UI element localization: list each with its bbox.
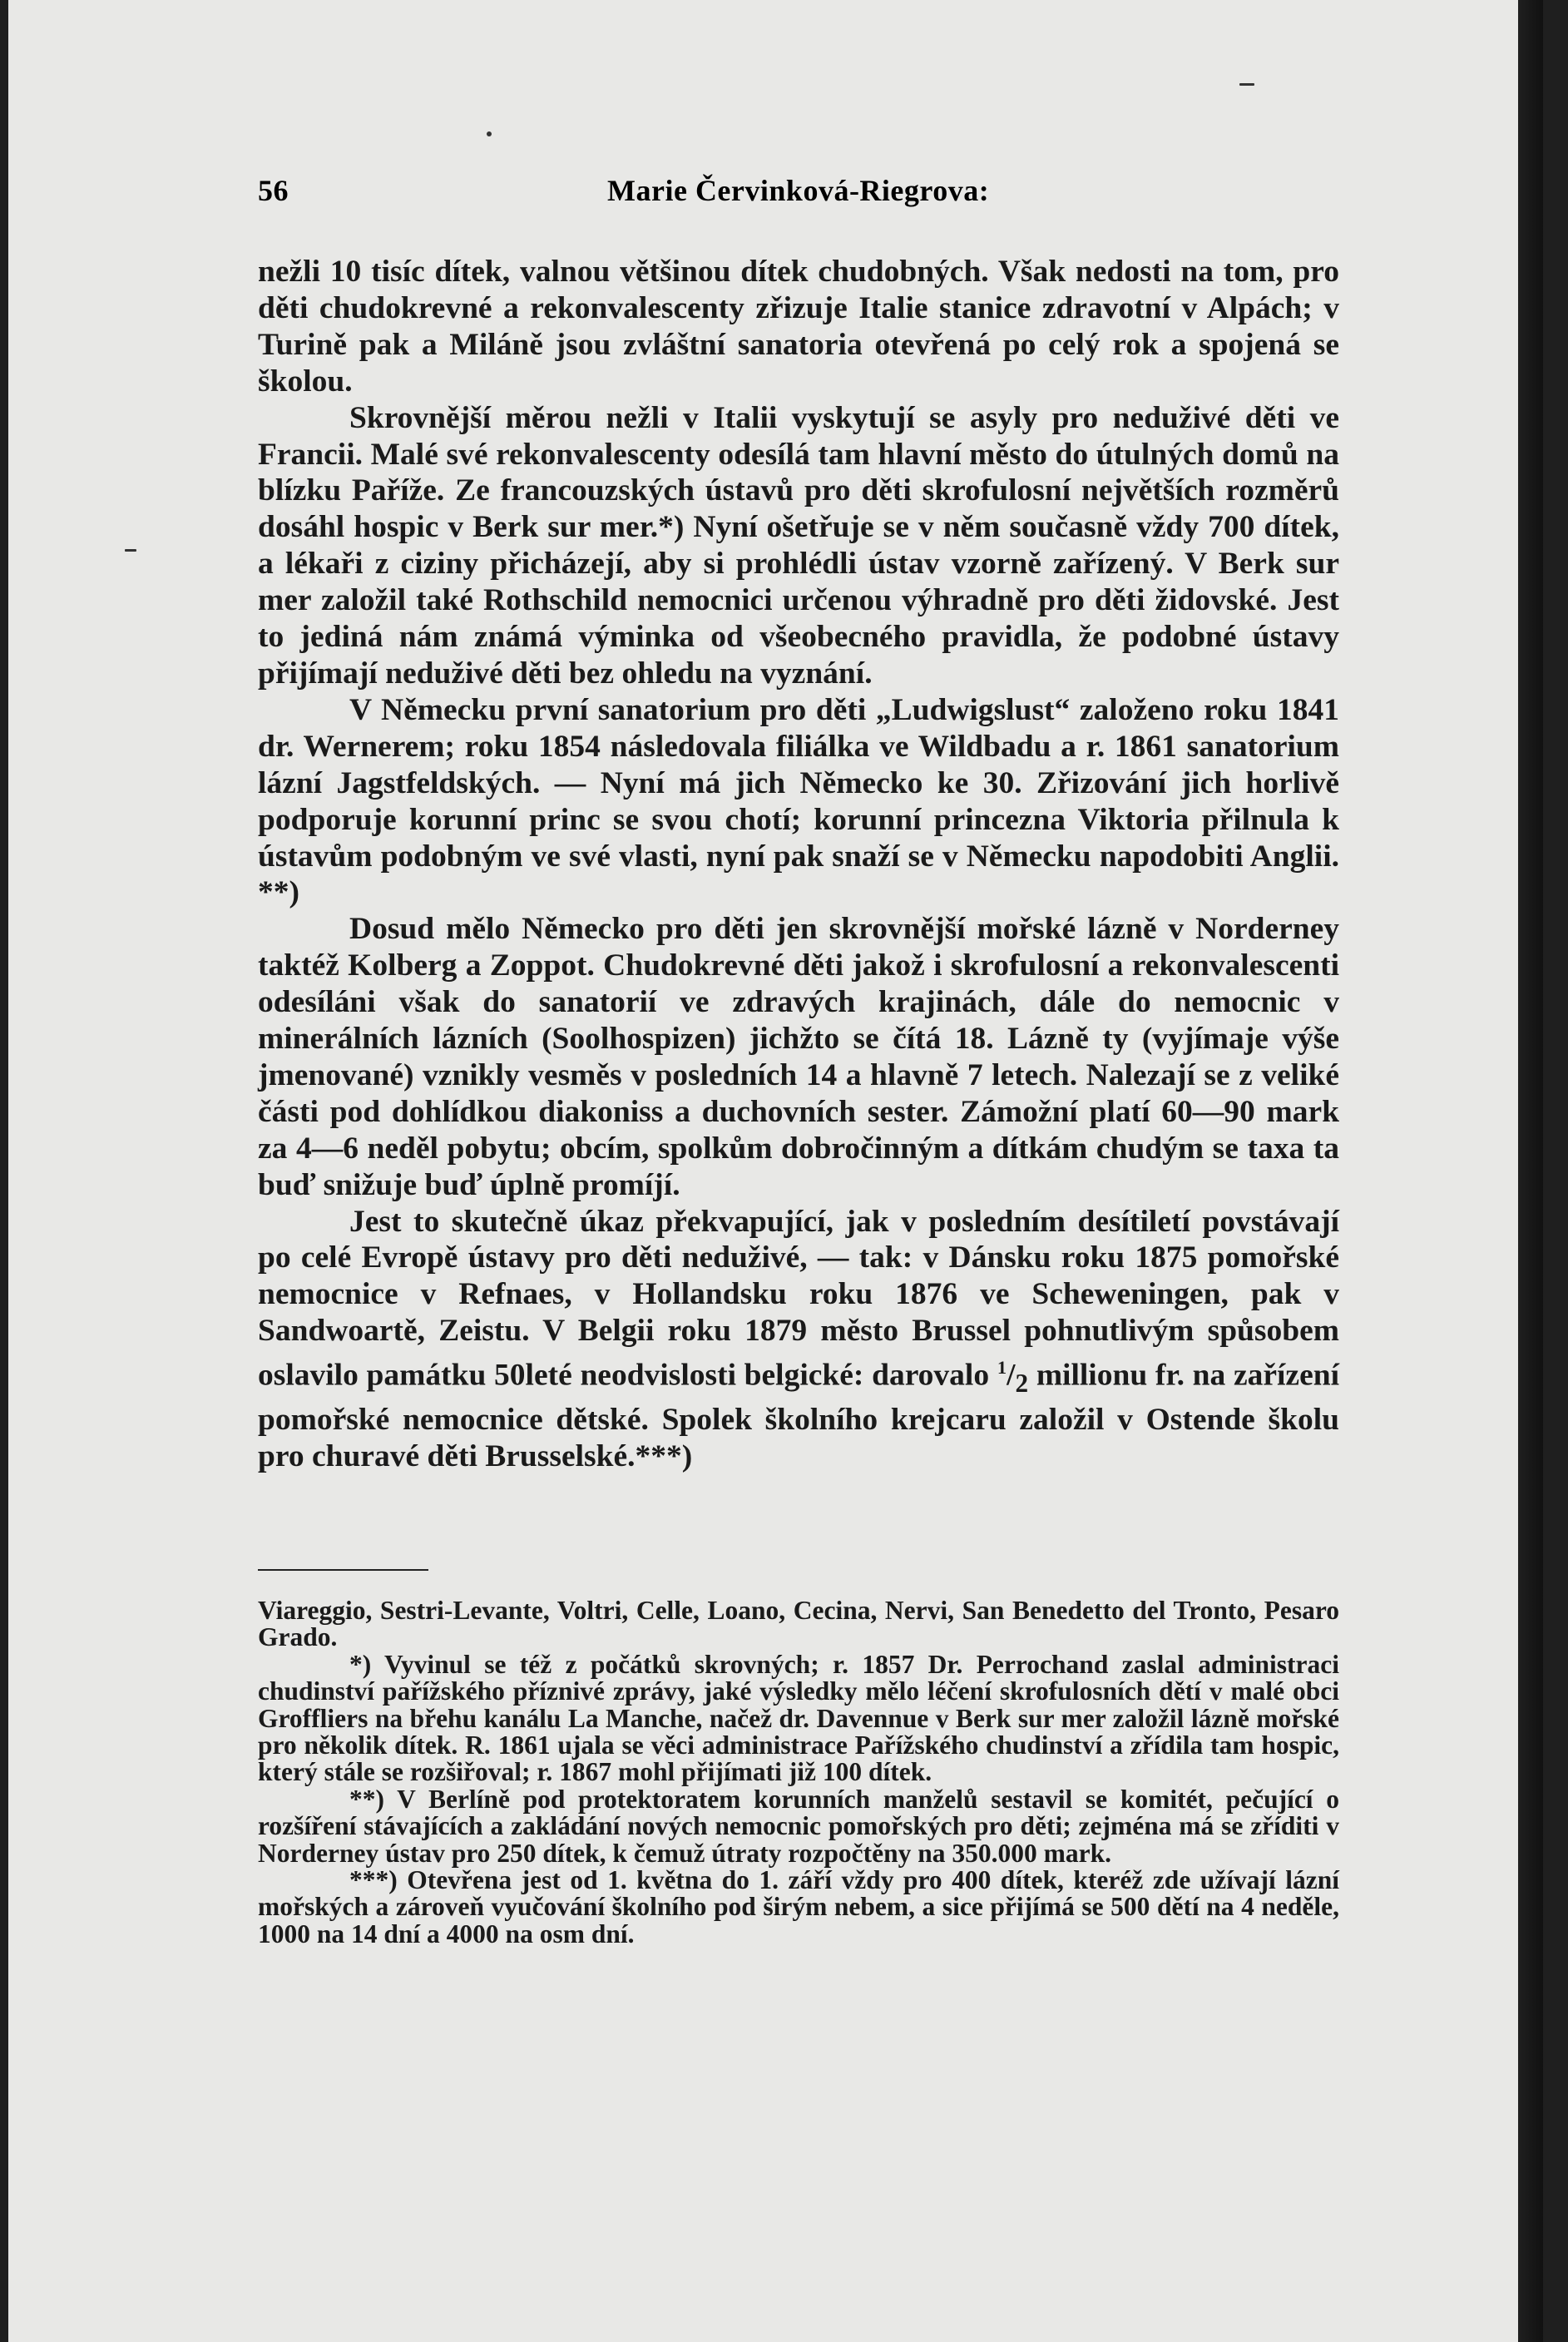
paragraph-5: Jest to skutečně úkaz překvapující, jak v posledním desítiletí povstávají po celé Evropě ústavy pro děti neduživé, — tak: v Dánsku roku 1875 pomořské nemocnice v Refnaes, v Hollandsku roku 1876 ve Scheweningen, pak v Sandwoartě, Zeistu. V Belgii roku 1879 město Brussel pohnutlivým spůsobem oslavilo památku 50leté neodvislosti belgické: darovalo $^1/_2$ millionu fr. na zařízení pomořské nemocnice dětské. Spolek školního krejcaru založil v Ostende školu pro churavé děti Brusselské.***)	[258, 1204, 1339, 1473]
footnotes	[258, 1597, 1339, 1948]
book-page	[8, 0, 1543, 2342]
paragraph-5-rest: millionu fr. na zařízení pomořské nemocnice dětské. Spolek školního krejcaru založil v Ostende školu pro churavé děti Brusselské.***)	[258, 1358, 1339, 1473]
paragraph-2: Skrovnější měrou nežli v Italii vyskytují se asyly pro neduživé děti ve Francii. Malé své rekonvalescenty odesílá tam hlavní město do útulných domů na blízku Paříže. Ze francouzských ústavů pro děti skrofulosní největších rozměrů dosáhl hospic v Berk sur mer.*) Nyní ošetřuje se v něm současně vždy 700 dítek, a lékaři z ciziny přicházejí, aby si prohlédli ústav vzorně zařízený. V Berk sur mer založil také Rothschild nemocnici určenou výhradně pro děti židovské. Jest to jediná nám známá výminka od všeobecného pravidla, že podobné ústavy přijímají neduživé děti bez ohledu na vyznání.	[258, 400, 1339, 691]
fraction-numerator: 1	[997, 1357, 1007, 1379]
scan-speck	[1239, 83, 1254, 86]
page-number: 56	[258, 174, 289, 207]
footnote-3: ***) Otevřena jest od 1. května do 1. září vždy pro 400 dítek, kteréž zde užívají lázní mořských a zároveň vyučování školního pod širým nebem, a sice přijímá se 500 dětí na 4 neděle, 1000 na 14 dní a 4000 na osm dní.	[258, 1865, 1339, 1948]
main-text	[258, 254, 1339, 1475]
scan-speck	[487, 131, 492, 136]
footnote-continuation: Viareggio, Sestri-Levante, Voltri, Celle, Loano, Cecina, Nervi, San Benedetto del Tronto, Pesaro Grado.	[258, 1596, 1339, 1652]
footnote-separator	[258, 1569, 428, 1571]
footnote-1: *) Vyvinul se též z počátků skrovných; r. 1857 Dr. Perrochand zaslal administraci chudinství pařížského příznivé zprávy, jaké výsledky mělo léčení skrofulosních dětí v malé obci Groffliers na břehu kanálu La Manche, načež dr. Davennue v Berk sur mer založil lázně mořské pro několik dítek. R. 1861 ujala se věci administrace Pařížského chudinství a zřídila tam hospic, který stále se rozšiřoval; r. 1867 mohl přijímati již 100 dítek.	[258, 1649, 1339, 1787]
fraction-denominator: 2	[1015, 1369, 1029, 1399]
running-head	[258, 173, 1339, 215]
scan-speck	[125, 549, 136, 552]
running-title: Marie Červinková-Riegrova:	[607, 174, 990, 207]
page-edge-shadow	[1518, 0, 1543, 2342]
paragraph-1: nežli 10 tisíc dítek, valnou většinou dítek chudobných. Však nedosti na tom, pro děti chudokrevné a rekonvalescenty zřizuje Italie stanice zdravotní v Alpách; v Turině pak a Miláně jsou zvláštní sanatoria otevřená po celý rok a spojená se školou.	[258, 255, 1339, 399]
footnote-2: **) V Berlíně pod protektoratem korunních manželů sestavil se komitét, pečující o rozšíření stávajících a zakládání nových nemocnic pomořských pro děti; zejména má se zříditi v Norderney ústav pro 250 dítek, k čemuž útraty rozpočtěny na 350.000 mark.	[258, 1784, 1339, 1868]
paragraph-5-lead: Jest to skutečně úkaz překvapující, jak v posledním desítiletí povstávají po celé Evropě ústavy pro děti neduživé, — tak: v Dánsku roku 1875 pomořské nemocnice v Refnaes, v Hollandsku roku 1876 ve Scheweningen, pak v Sandwoartě, Zeistu. V Belgii roku 1879 město Brussel pohnutlivým spůsobem oslavilo památku 50leté neodvislosti belgické: darovalo	[258, 1204, 1339, 1393]
paragraph-3: V Německu první sanatorium pro děti „Ludwigslust“ založeno roku 1841 dr. Wernerem; roku 1854 následovala filiálka ve Wildbadu a r. 1861 sanatorium lázní Jagstfeldských. — Nyní má jich Německo ke 30. Zřizování jich horlivě podporuje korunní princ se svou chotí; korunní princezna Viktoria přilnula k ústavům podobným ve své vlasti, nyní pak snaží se v Německu napodobiti Anglii. **)	[258, 692, 1339, 910]
paragraph-4: Dosud mělo Německo pro děti jen skrovnější mořské lázně v Norderney taktéž Kolberg a Zoppot. Chudokrevné děti jakož i skrofulosní a rekonvalescenti odesíláni však do sanatorií ve zdravých krajinách, dále do nemocnic v minerálních lázních (Soolhospizen) jichžto se čítá 18. Lázně ty (vyjímaje výše jmenované) vznikly vesměs v posledních 14 a hlavně 7 letech. Nalezají se z veliké části pod dohlídkou diakoniss a duchovních sester. Zámožní platí 60—90 mark za 4—6 neděl pobytu; obcím, spolkům dobročinným a dítkám chudým se taxa ta buď snižuje buď úplně promíjí.	[258, 912, 1339, 1202]
